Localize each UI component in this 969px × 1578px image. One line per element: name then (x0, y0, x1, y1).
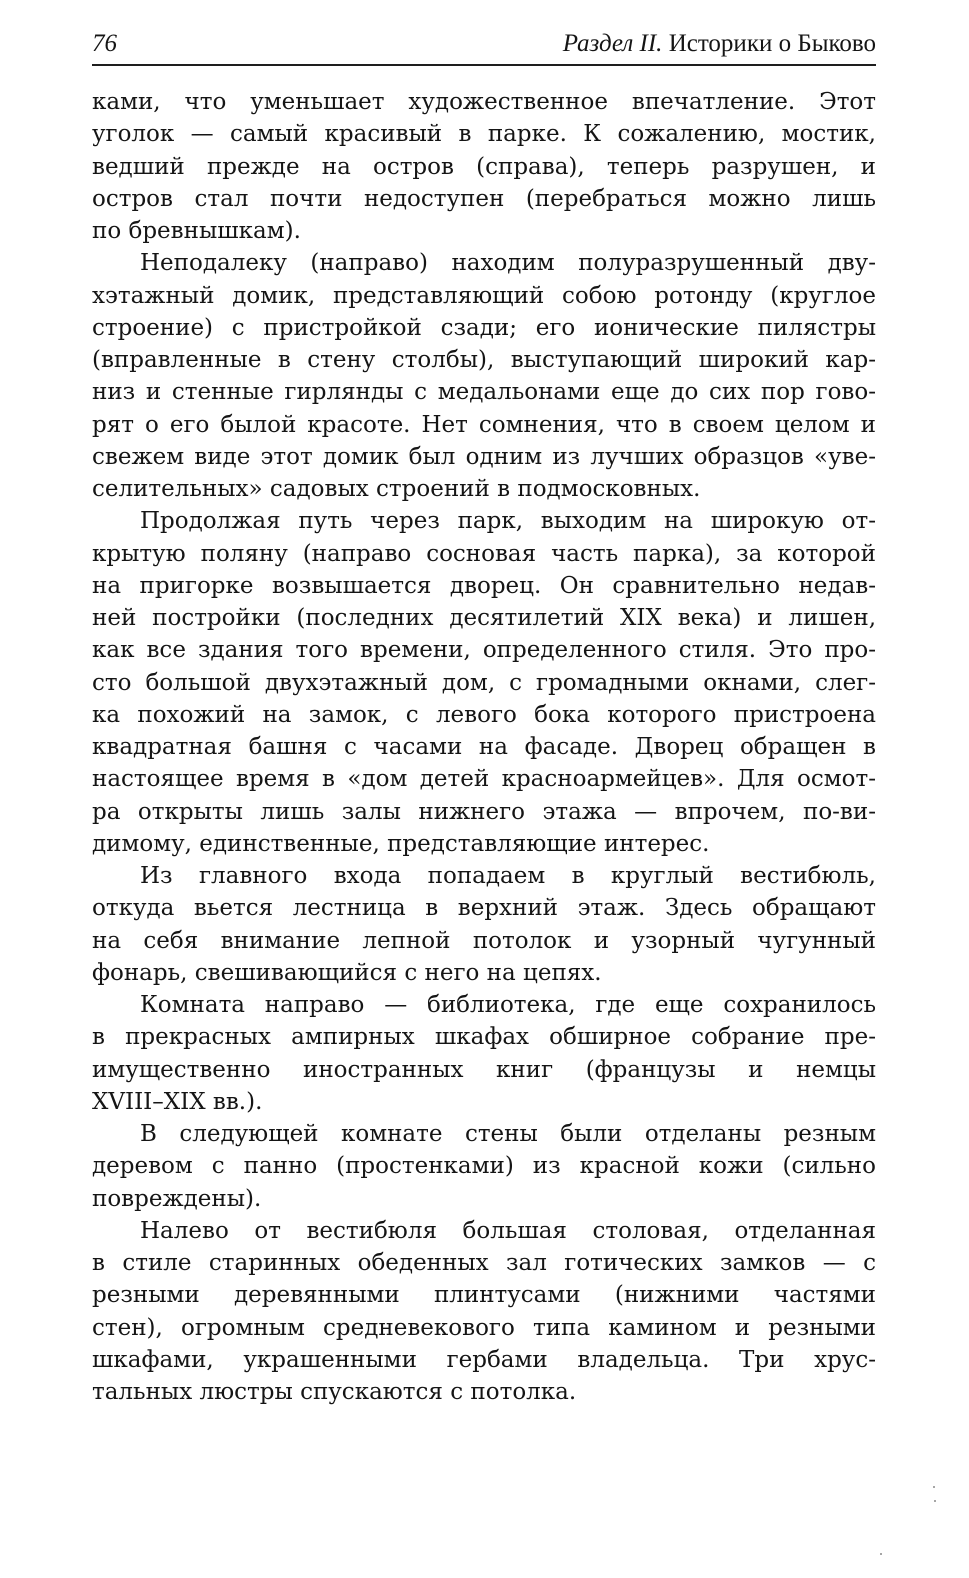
text-line: ка похожий на замок, с левого бока которого пристроена (92, 701, 876, 728)
paragraph-dining-room (92, 1215, 876, 1409)
text-line: фонарь, свешивающийся с него на цепях. (92, 959, 602, 986)
section-label: Раздел II. (562, 30, 663, 57)
text-line: настоящее время в «дом детей красноармейцев». Для осмот- (92, 766, 876, 793)
running-head (92, 28, 876, 66)
text-line: в стиле старинных обеденных зал готических замков — с (92, 1250, 876, 1276)
text-line: в прекрасных ампирных шкафах обширное собрание пре- (92, 1024, 876, 1051)
text-line: на себя внимание лепной потолок и узорный чугунный (92, 927, 876, 954)
text-line: XVIII–XIX вв.). (92, 1088, 263, 1115)
body-text (92, 86, 876, 1408)
text-line: тальных люстры спускаются с потолка. (92, 1379, 577, 1405)
paragraph-rotunda (92, 247, 876, 505)
text-line: ведший прежде на остров (справа), теперь разрушен, и (92, 153, 876, 180)
text-line: ками, что уменьшает художественное впечатление. Этот (92, 89, 876, 115)
text-line: сто большой двухэтажный дом, с громадными окнами, слег- (92, 669, 876, 696)
text-line: как все здания того времени, определенного стиля. Это про- (92, 637, 876, 664)
paragraph-library (92, 989, 876, 1118)
text-line: стен), огромным средневекового типа камином и резными (92, 1314, 876, 1341)
text-line: хэтажный домик, представляющий собою ротонду (круглое (92, 282, 876, 309)
page-number: 76 (92, 30, 117, 57)
text-line: шкафами, украшенными гербами владельца. Три хрус- (92, 1346, 876, 1373)
text-line: крытую поляну (направо сосновая часть парка), за которой (92, 540, 876, 567)
text-line: строение) с пристройкой сзади; его ионические пилястры (92, 314, 876, 341)
text-line: остров стал почти недоступен (перебраться можно лишь (92, 185, 876, 212)
scan-speck (880, 1553, 882, 1555)
text-line: резными деревянными плинтусами (нижними частями (92, 1282, 876, 1309)
text-line: на пригорке возвышается дворец. Он сравнительно недав- (92, 572, 876, 599)
paragraph-pond-corner (92, 86, 876, 247)
section-heading (563, 28, 876, 60)
text-line: В следующей комнате стены были отделаны резным (140, 1121, 876, 1147)
text-line: квадратная башня с часами на фасаде. Дворец обращен в (92, 734, 876, 760)
text-line: повреждены). (92, 1185, 262, 1212)
text-line: имущественно иностранных книг (французы и немцы (92, 1056, 876, 1083)
text-line: селительных» садовых строений в подмосковных. (92, 476, 701, 502)
text-line: по бревнышкам). (92, 218, 301, 244)
text-line: Налево от вестибюля большая столовая, отделанная (140, 1217, 876, 1244)
text-line: (вправленные в стену столбы), выступающий широкий кар- (92, 347, 876, 373)
paragraph-palace (92, 505, 876, 860)
text-line: ра открыты лишь залы нижнего этажа — впрочем, по-ви- (92, 798, 876, 825)
text-line: ней постройки (последних десятилетий XIX века) и лишен, (92, 605, 876, 631)
text-line: рят о его былой красоте. Нет сомнения, что в своем целом и (92, 411, 876, 438)
section-title: Историки о Быково (668, 30, 876, 57)
text-line: откуда вьется лестница в верхний этаж. Здесь обращают (92, 895, 876, 922)
text-line: Комната направо — библиотека, где еще сохранилось (140, 992, 876, 1018)
text-line: Продолжая путь через парк, выходим на широкую от- (140, 508, 876, 535)
paragraph-next-room (92, 1118, 876, 1215)
scan-speck (934, 1500, 936, 1502)
text-line: димому, единственные, представляющие интерес. (92, 830, 710, 857)
text-line: Неподалеку (направо) находим полуразрушенный дву- (140, 250, 876, 277)
text-line: свежем виде этот домик был одним из лучших образцов «уве- (92, 443, 876, 470)
text-line: Из главного входа попадаем в круглый вестибюль, (140, 863, 876, 889)
text-line: низ и стенные гирлянды с медальонами еще до сих пор гово- (92, 379, 876, 406)
scan-speck (933, 1486, 935, 1488)
text-line: уголок — самый красивый в парке. К сожалению, мостик, (92, 121, 876, 148)
text-line: деревом с панно (простенками) из красной кожи (сильно (92, 1153, 876, 1180)
paragraph-vestibule (92, 860, 876, 989)
